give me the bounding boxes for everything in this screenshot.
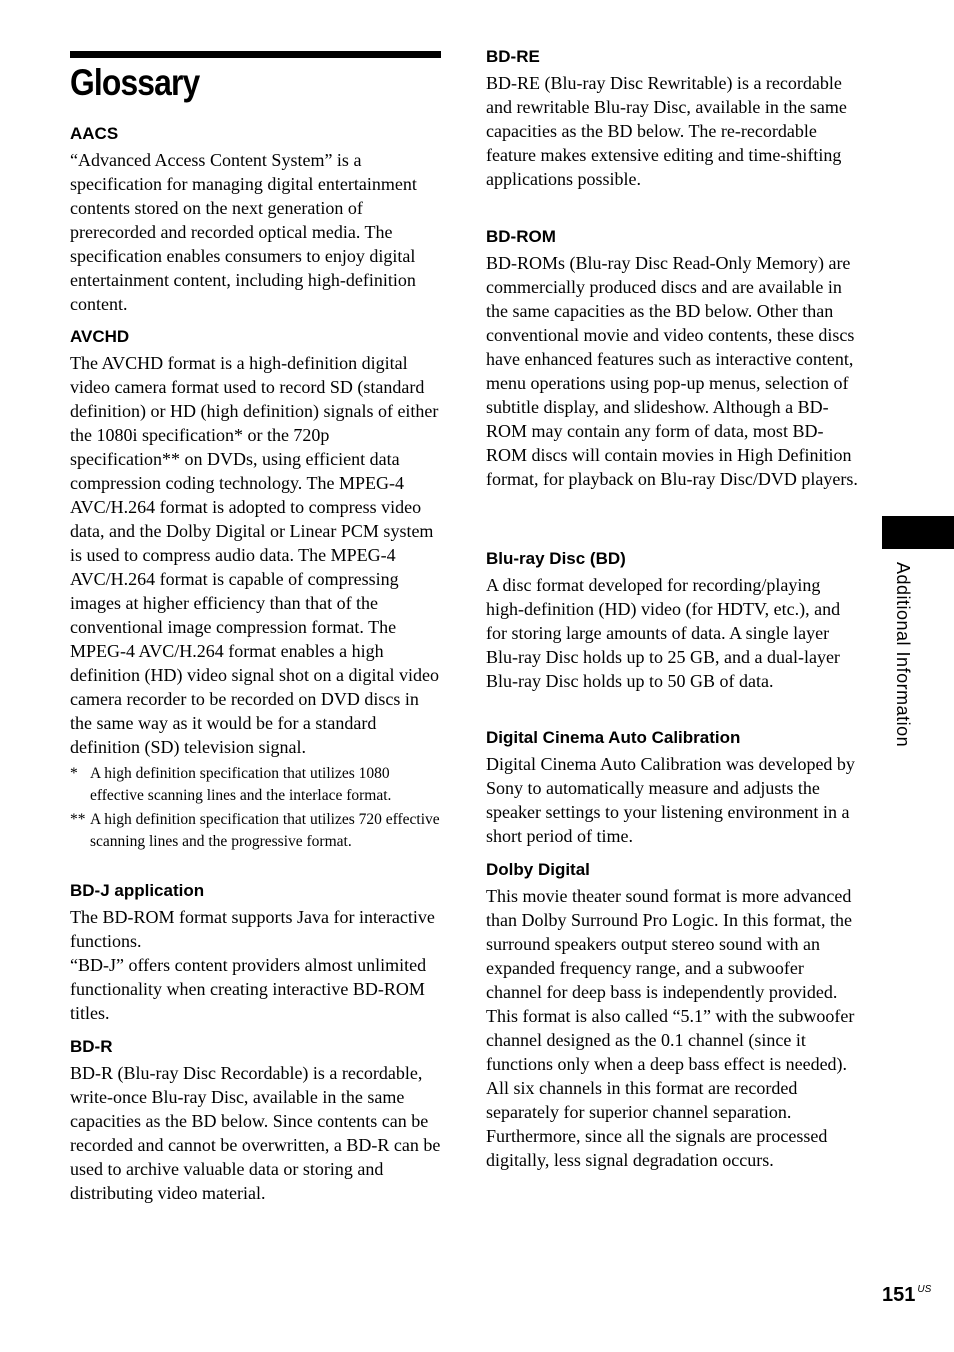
glossary-entry-bdj	[70, 880, 442, 1025]
glossary-entry-avchd	[70, 326, 442, 855]
glossary-entry-bluray	[486, 548, 858, 693]
definition-aacs: “Advanced Access Content System” is a specification for managing digital entertainment contents stored on the next generation of prerecorded and recorded optical media. The specification enables consumers to enjoy digital entertainment content, including high-definition content.	[70, 150, 417, 314]
section-tab-marker	[882, 516, 954, 549]
term-avchd: AVCHD	[70, 327, 130, 346]
term-bluray: Blu-ray Disc (BD)	[486, 549, 626, 568]
definition-bluray: A disc format developed for recording/playing high-definition (HD) video (for HDTV, etc.), and for storing large amounts of data. A single layer Blu-ray Disc holds up to 25 GB, and a dual-layer Blu-ray Disc holds up to 50 GB of data.	[486, 575, 841, 691]
glossary-entry-dolby	[486, 859, 858, 1172]
glossary-entry-bdr	[70, 1036, 442, 1205]
footnote-text: A high definition specification that utilizes 1080 effective scanning lines and the interlace format.	[90, 765, 392, 804]
definition-bdj-1: The BD-ROM format supports Java for interactive functions.	[70, 907, 435, 951]
term-dolby: Dolby Digital	[486, 860, 590, 879]
title-rule	[70, 51, 441, 58]
term-bdre: BD-RE	[486, 47, 540, 66]
definition-bdre: BD-RE (Blu-ray Disc Rewritable) is a recordable and rewritable Blu-ray Disc, available in the same capacities as the BD below. The re-recordable feature makes extensive editing and time-shifting applications possible.	[486, 73, 847, 189]
page-number-value: 151	[882, 1284, 916, 1306]
definition-bdr: BD-R (Blu-ray Disc Recordable) is a recordable, write-once Blu-ray Disc, available in the same capacities as the BD below. Since contents can be recorded and cannot be overwritten, a BD-R can be used to archive valuable data or storing and distributing video material.	[70, 1063, 441, 1203]
glossary-entry-bdre	[486, 46, 858, 191]
term-dcac: Digital Cinema Auto Calibration	[486, 728, 741, 747]
glossary-entry-aacs	[70, 123, 442, 316]
footnote-list	[70, 763, 442, 853]
glossary-entry-bdrom	[486, 226, 858, 491]
term-bdr: BD-R	[70, 1037, 113, 1056]
page-title: Glossary	[70, 62, 200, 103]
section-tab-label	[870, 562, 930, 782]
footnote-text: A high definition specification that utilizes 720 effective scanning lines and the progressive format.	[90, 811, 440, 850]
definition-bdj-2: “BD-J” offers content providers almost unlimited functionality when creating interactive BD-ROM titles.	[70, 955, 427, 1023]
definition-bdrom: BD-ROMs (Blu-ray Disc Read-Only Memory) are commercially produced discs and are available in the same capacities as the BD below. Other than conventional movie and video contents, these discs have enhanced features such as interactive content, menu operations using pop-up menus, selection of subtitle display, and slideshow. Although a BD-ROM may contain any form of data, most BD-ROM discs will contain movies in High Definition format, for playback on Blu-ray Disc/DVD players.	[486, 253, 858, 489]
term-bdrom: BD-ROM	[486, 227, 556, 246]
footnote-mark: *	[70, 765, 78, 782]
term-bdj: BD-J application	[70, 881, 205, 900]
footnote-mark: **	[70, 811, 86, 828]
glossary-entry-dcac	[486, 727, 858, 848]
term-aacs: AACS	[70, 124, 119, 143]
page-number-suffix: US	[917, 1284, 932, 1295]
page-number	[882, 1284, 931, 1307]
footnote	[70, 763, 442, 807]
section-tab-text: Additional Information	[893, 562, 913, 748]
definition-dcac: Digital Cinema Auto Calibration was developed by Sony to automatically measure and adjusts the speaker settings to your listening environment in a short period of time.	[486, 754, 855, 846]
definition-avchd: The AVCHD format is a high-definition digital video camera format used to record SD (standard definition) or HD (high definition) signals of either the 1080i specification* or the 720p specification** on DVDs, using efficient data compression coding technology. The MPEG-4 AVC/H.264 format is adopted to compress video data, and the Dolby Digital or Linear PCM system is used to compress audio data. The MPEG-4 AVC/H.264 format is capable of compressing images at higher efficiency than that of the conventional image compression format. The MPEG-4 AVC/H.264 format enables a high definition (HD) video signal shot on a digital video camera recorder to be recorded on DVD discs in the same way as it would be for a standard definition (SD) television signal.	[70, 353, 439, 757]
footnote	[70, 809, 442, 853]
definition-dolby: This movie theater sound format is more advanced than Dolby Surround Pro Logic. In this format, the surround speakers output stereo sound with an expanded frequency range, and a subwoofer channel for deep bass is independently provided. This format is also called “5.1” with the subwoofer channel designed as the 0.1 channel (since it functions only when a deep bass effect is needed). All six channels in this format are recorded separately for superior channel separation. Furthermore, since all the signals are processed digitally, less signal degradation occurs.	[486, 886, 855, 1170]
